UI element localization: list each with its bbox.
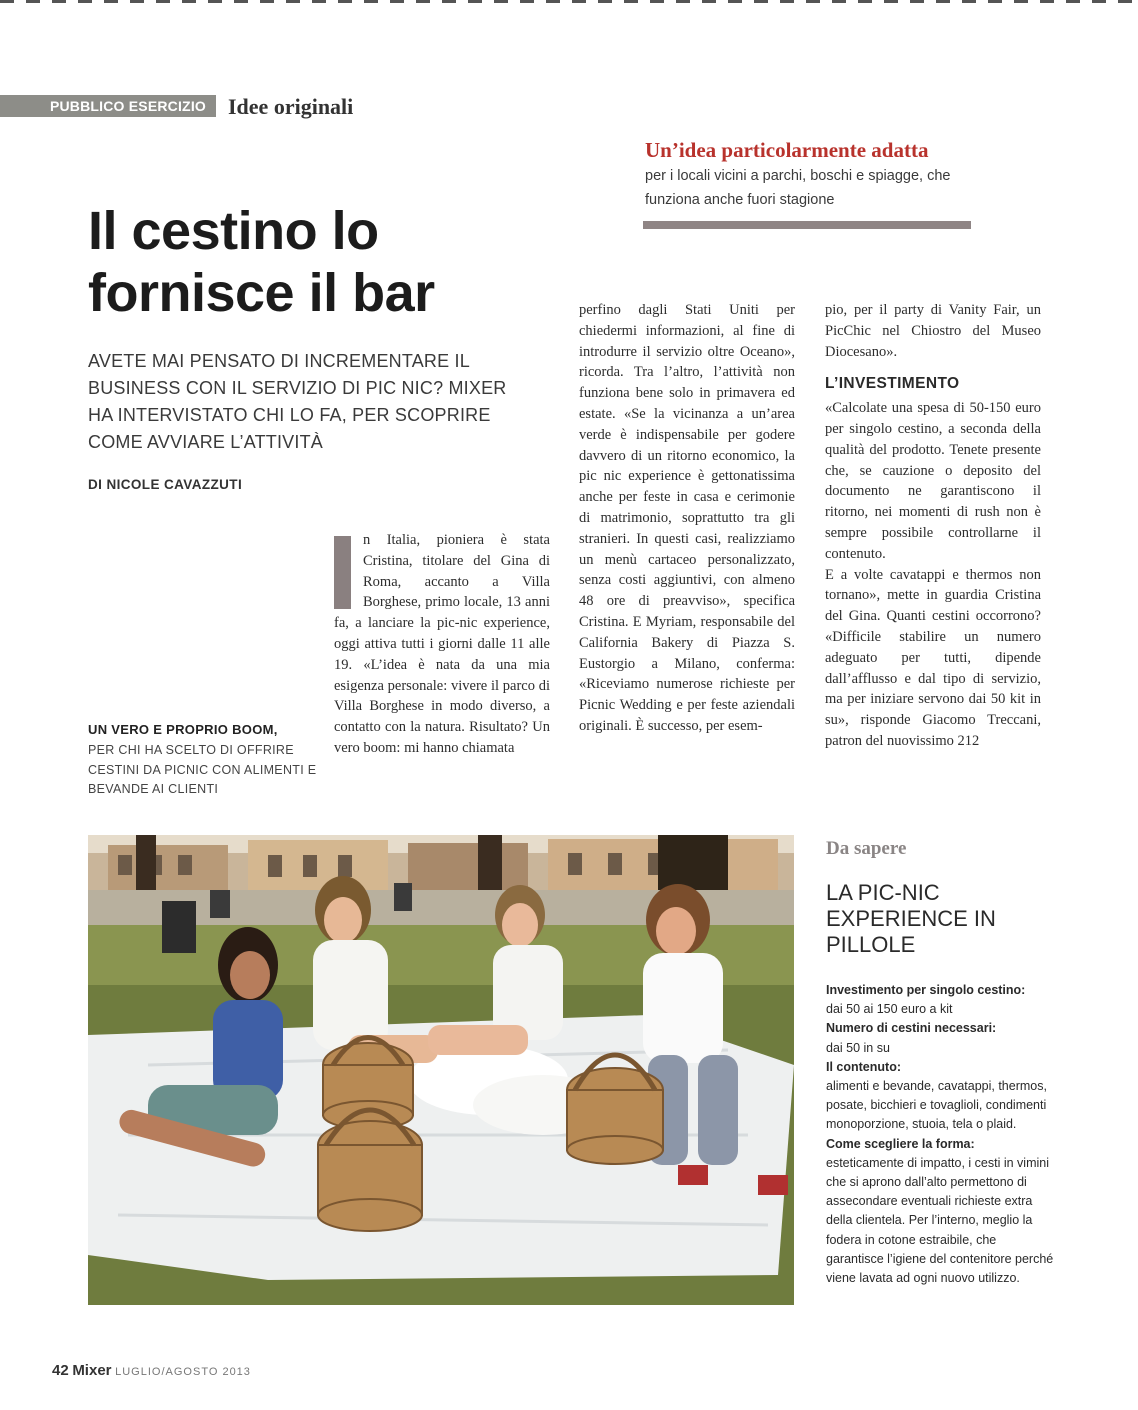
box-kicker: Da sapere [826, 838, 907, 859]
top-dashed-border [0, 0, 1138, 3]
headline: Il cestino lo fornisce il bar [88, 201, 435, 323]
box-body [826, 981, 1056, 1288]
box-item-value: esteticamente di impatto, i cesti in vimini che si aprono dall’alto permettono di assecondare eventuali richieste extra della clientela. Per l’interno, meglio la fodera in cotone estraibile, che garantisce l’igiene del contenitore perché viene lavata ad ogni nuovo utilizzo. [826, 1155, 1054, 1286]
box-item-label: Numero di cestini necessari: [826, 1021, 997, 1036]
pullquote-text: PER CHI HA SCELTO DI OFFRIRE CESTINI DA PICNIC CON ALIMENTI E BEVANDE AI CLIENTI [88, 743, 317, 796]
subhead-investimento: L’INVESTIMENTO [825, 375, 960, 393]
kicker-divider [643, 221, 971, 229]
section-name: Idee originali [228, 94, 354, 119]
pullquote-title: UN VERO E PROPRIO BOOM, [88, 722, 278, 737]
box-item-value: alimenti e bevande, cavatappi, thermos, posate, bicchieri e tovaglioli, condimenti monoporzione, stuoia, tela o plaid. [826, 1079, 1047, 1132]
kicker-title: Un’idea particolarmente adatta [645, 138, 929, 162]
article-column-1 [334, 530, 550, 759]
box-item-value: dai 50 ai 150 euro a kit [826, 1002, 953, 1017]
page-footer [52, 1362, 251, 1379]
article-paragraph: E a volte cavatappi e thermos non tornano», mette in guardia Cristina del Gina. Quanti cestini occorrono? «Difficile stabilire un numero adeguato per tutti, dipende dall’afflusso e dal tipo di servizio, ma per iniziare servono dai 50 kit in su», risponde Giacomo Treccani, patron del nuovissimo 212 [825, 566, 1041, 749]
picnic-photo [88, 835, 794, 1305]
issue-date: LUGLIO/AGOSTO 2013 [115, 1366, 251, 1378]
article-paragraph: perfino dagli Stati Uniti per chiedermi informazioni, al fine di introdurre il servizio oltre Oceano», ricorda. Tra l’altro, l’attività non funziona bene solo in primavera ed estate. «Se la vicinanza a un’area verde è indispensabile per godere davvero di un ritorno economico, la pic nic experience è gettonatissima anche per feste in casa e cerimonie di matrimonio, soprattutto tra gli stranieri. In questi casi, realizziamo un menù cartaceo personalizzato, senza costi aggiuntivi, con almeno 48 ore di preavviso», specifica Cristina. E Myriam, responsabile del California Bakery di Piazza S. Eustorgio a Milano, conferma: «Riceviamo numerose richieste per Picnic Wedding e per feste aziendali originali. È successo, per esem- [579, 302, 795, 734]
article-column-2 [579, 300, 795, 737]
box-item-label: Investimento per singolo cestino: [826, 983, 1026, 997]
byline: DI NICOLE CAVAZZUTI [88, 477, 243, 492]
box-title: LA PIC-NIC EXPERIENCE IN PILLOLE [826, 880, 996, 957]
article-column-3 [825, 300, 1041, 752]
magazine-name: Mixer [72, 1362, 112, 1379]
section-tag: PUBBLICO ESERCIZIO [0, 95, 216, 117]
article-paragraph: n Italia, pioniera è stata Cristina, titolare del Gina di Roma, accanto a Villa Borghese, primo locale, 13 anni fa, a lanciare la pic-nic experience, oggi attiva tutti i giorni dalle 11 alle 19. «L’idea è nata da una mia esigenza personale: vivere il parco di Villa Borghese in modo diverso, a contatto con la natura. Risultato? Un vero boom: mi hanno chiamata [334, 532, 550, 756]
box-item-label: Come scegliere la forma: [826, 1136, 975, 1151]
box-item-label: Il contenuto: [826, 1059, 901, 1074]
page-number: 42 [52, 1362, 69, 1379]
box-item-value: dai 50 in su [826, 1040, 890, 1055]
kicker-text: per i locali vicini a parchi, boschi e spiagge, che funziona anche fuori stagione [645, 168, 951, 208]
article-paragraph: pio, per il party di Vanity Fair, un PicChic nel Chiostro del Museo Diocesano». [825, 302, 1041, 360]
dropcap-i [334, 536, 351, 609]
standfirst: AVETE MAI PENSATO DI INCREMENTARE IL BUSINESS CON IL SERVIZIO DI PIC NIC? MIXER HA INTERVISTATO CHI LO FA, PER SCOPRIRE COME AVVIARE L’ATTIVITÀ [88, 351, 507, 452]
article-paragraph: «Calcolate una spesa di 50-150 euro per singolo cestino, a seconda della qualità del prodotto. Tenete presente che, se cauzione o deposito del documento ne garantiscono il ritorno, nei momenti di rush non è sempre possibile controllarne il contenuto. [825, 400, 1041, 562]
